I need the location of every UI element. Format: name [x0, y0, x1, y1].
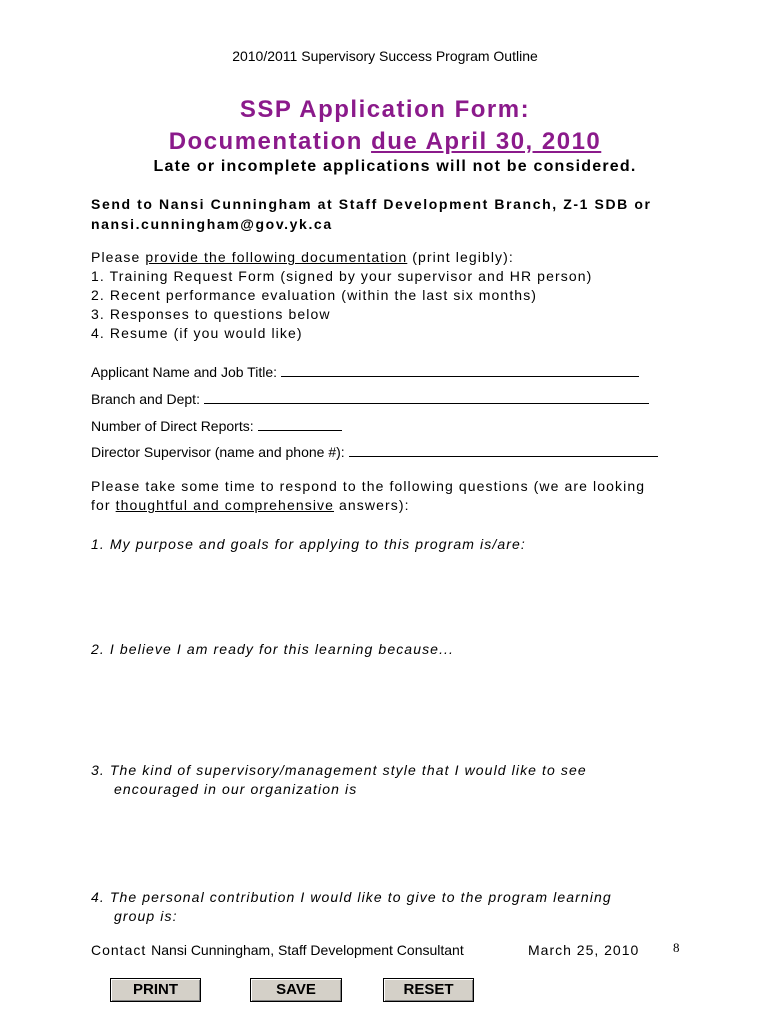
- applicant-input[interactable]: [281, 362, 639, 377]
- doc-item-1: 1. Training Request Form (signed by your supervisor and HR person): [91, 268, 593, 284]
- send-to-line1: Send to Nansi Cunningham at Staff Development Branch, Z-1 SDB or: [91, 196, 652, 212]
- respond-line2: [91, 497, 410, 513]
- footer-contact: [91, 942, 464, 958]
- reports-field: [91, 416, 342, 434]
- director-field: [91, 442, 658, 460]
- intro-suffix: (print legibly):: [407, 249, 514, 265]
- respond-underlined: thoughtful and comprehensive: [115, 497, 335, 513]
- question-3-line2: encouraged in our organization is: [114, 781, 358, 797]
- intro-prefix: Please: [91, 249, 146, 265]
- branch-field: [91, 389, 649, 407]
- print-button[interactable]: PRINT: [110, 978, 201, 1002]
- director-input[interactable]: [349, 442, 658, 457]
- director-label: Director Supervisor (name and phone #):: [91, 444, 345, 460]
- contact-name: Nansi Cunningham, Staff Development Consultant: [151, 942, 464, 958]
- contact-prefix: Contact: [91, 942, 152, 958]
- question-2: 2. I believe I am ready for this learning because...: [91, 641, 455, 657]
- page-number: 8: [673, 940, 680, 955]
- save-button[interactable]: SAVE: [250, 978, 342, 1002]
- respond-suffix: answers):: [334, 497, 410, 513]
- late-notice: Late or incomplete applications will not be considered.: [153, 158, 637, 175]
- footer-date: March 25, 2010: [528, 942, 640, 958]
- doc-item-3: 3. Responses to questions below: [91, 306, 331, 322]
- doc-item-4: 4. Resume (if you would like): [91, 325, 303, 341]
- intro-underlined: provide the following documentation: [145, 249, 408, 265]
- reports-label: Number of Direct Reports:: [91, 418, 254, 434]
- reset-button[interactable]: RESET: [383, 978, 474, 1002]
- branch-label: Branch and Dept:: [91, 391, 200, 407]
- form-title: SSP Application Form:: [239, 96, 531, 123]
- reports-input[interactable]: [258, 416, 342, 431]
- applicant-field: [91, 362, 639, 380]
- subtitle-prefix: Documentation: [168, 128, 372, 155]
- respond-prefix: for: [91, 497, 116, 513]
- branch-input[interactable]: [204, 389, 649, 404]
- documentation-intro: [91, 249, 514, 265]
- applicant-label: Applicant Name and Job Title:: [91, 364, 277, 380]
- question-4-line2: group is:: [114, 908, 178, 924]
- page-header: 2010/2011 Supervisory Success Program Outline: [232, 48, 538, 64]
- question-4-line1: 4. The personal contribution I would like to give to the program learning: [91, 889, 612, 905]
- doc-item-2: 2. Recent performance evaluation (within the last six months): [91, 287, 538, 303]
- form-subtitle: [0, 128, 770, 156]
- question-3-line1: 3. The kind of supervisory/management style that I would like to see: [91, 762, 587, 778]
- send-to-email: nansi.cunningham@gov.yk.ca: [91, 216, 333, 232]
- respond-line1: Please take some time to respond to the following questions (we are looking: [91, 478, 646, 494]
- due-date: due April 30, 2010: [371, 128, 602, 155]
- question-1: 1. My purpose and goals for applying to this program is/are:: [91, 536, 526, 552]
